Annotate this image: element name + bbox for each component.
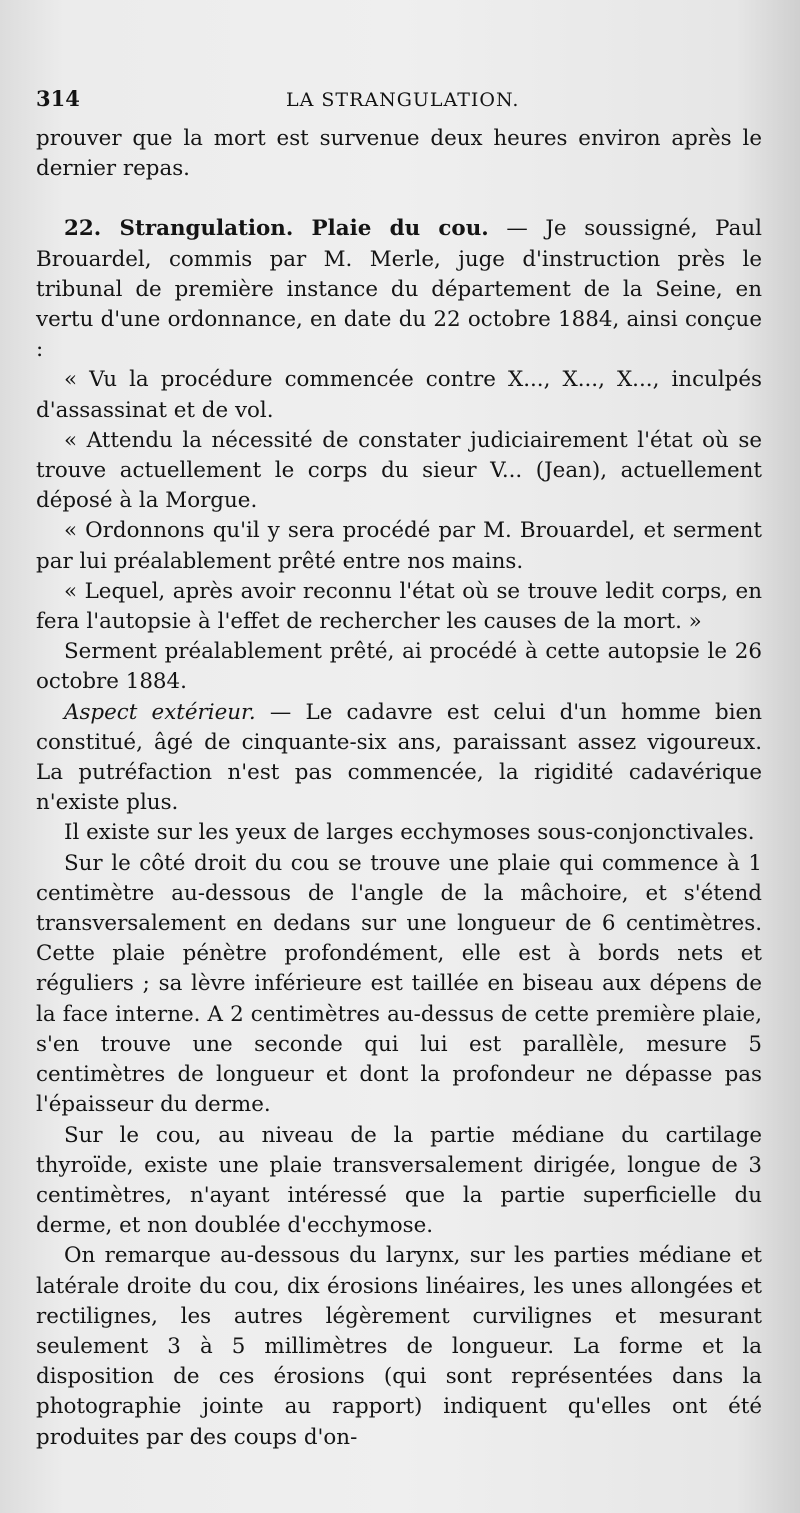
paragraph-1: prouver que la mort est survenue deux heures environ après le dernier repas. (36, 126, 762, 182)
paragraph-3: « Vu la procédure commencée contre X..., X..., X..., inculpés d'assassinat et de vol. (36, 367, 762, 423)
paragraph-5: « Ordonnons qu'il y sera procédé par M. Brouardel, et serment par lui préalablement prêté entre nos mains. (36, 518, 762, 574)
paragraph-8: Aspect extérieur. — Le cadavre est celui d'un homme bien constitué, âgé de cinquante-six ans, paraissant assez vigoureux. La putréfaction n'est pas commencée, la rigidité cadavérique n'existe plus. (36, 699, 762, 816)
page-header (36, 86, 762, 120)
page-number: 314 (36, 86, 80, 111)
section-lead: Aspect extérieur. (64, 699, 256, 725)
case-title: Strangulation. Plaie du cou. (101, 216, 489, 242)
paragraph-12: On remarque au-dessous du larynx, sur les parties médiane et latérale droite du cou, dix érosions linéaires, les unes allongées et rectilignes, les autres légèrement curvilignes et mesurant seulement 3 à 5 millimètres de longueur. La forme et la disposition de ces érosions (qui sont représentées dans la photographie jointe au rapport) indiquent qu'elles ont été produites par des coups d'on- (36, 1243, 762, 1450)
running-title: LA STRANGULATION. (286, 89, 520, 111)
paragraph-10: Sur le côté droit du cou se trouve une plaie qui commence à 1 centimètre au-dessous de l'angle de la mâchoire, et s'étend transversalement en dedans sur une longueur de 6 centimètres. Cette plaie pénètre profondément, elle est à bords nets et réguliers ; sa lèvre inférieure est taillée en biseau aux dépens de la face interne. A 2 centimètres au-dessus de cette première plaie, s'en trouve une seconde qui lui est parallèle, mesure 5 centimètres de longueur et dont la profondeur ne dépasse pas l'épaisseur du derme. (36, 850, 762, 1118)
paragraph-7: Serment préalablement prêté, ai procédé à cette autopsie le 26 octobre 1884. (36, 639, 762, 695)
paragraph-9: Il existe sur les yeux de larges ecchymoses sous-conjonctivales. (64, 820, 755, 846)
paragraph-11: Sur le cou, au niveau de la partie médiane du cartilage thyroïde, existe une plaie transversalement dirigée, longue de 3 centimètres, n'ayant intéressé que la partie superficielle du derme, et non doublée d'ecchymose. (36, 1122, 762, 1239)
paragraph-4: « Attendu la nécessité de constater judiciairement l'état où se trouve actuellement le corps du sieur V... (Jean), actuellement déposé à la Morgue. (36, 427, 762, 514)
case-number: 22. (64, 216, 102, 242)
paragraph-2-case-heading: 22. Strangulation. Plaie du cou. — Je soussigné, Paul Brouardel, commis par M. Merle, juge d'instruction près le tribunal de première instance du département de la Seine, en vertu d'une ordonnance, en date du 22 octobre 1884, ainsi conçue : (36, 216, 762, 363)
page-body (36, 124, 762, 1453)
paragraph-6: « Lequel, après avoir reconnu l'état où se trouve ledit corps, en fera l'autopsie à l'effet de rechercher les causes de la mort. » (36, 578, 762, 635)
